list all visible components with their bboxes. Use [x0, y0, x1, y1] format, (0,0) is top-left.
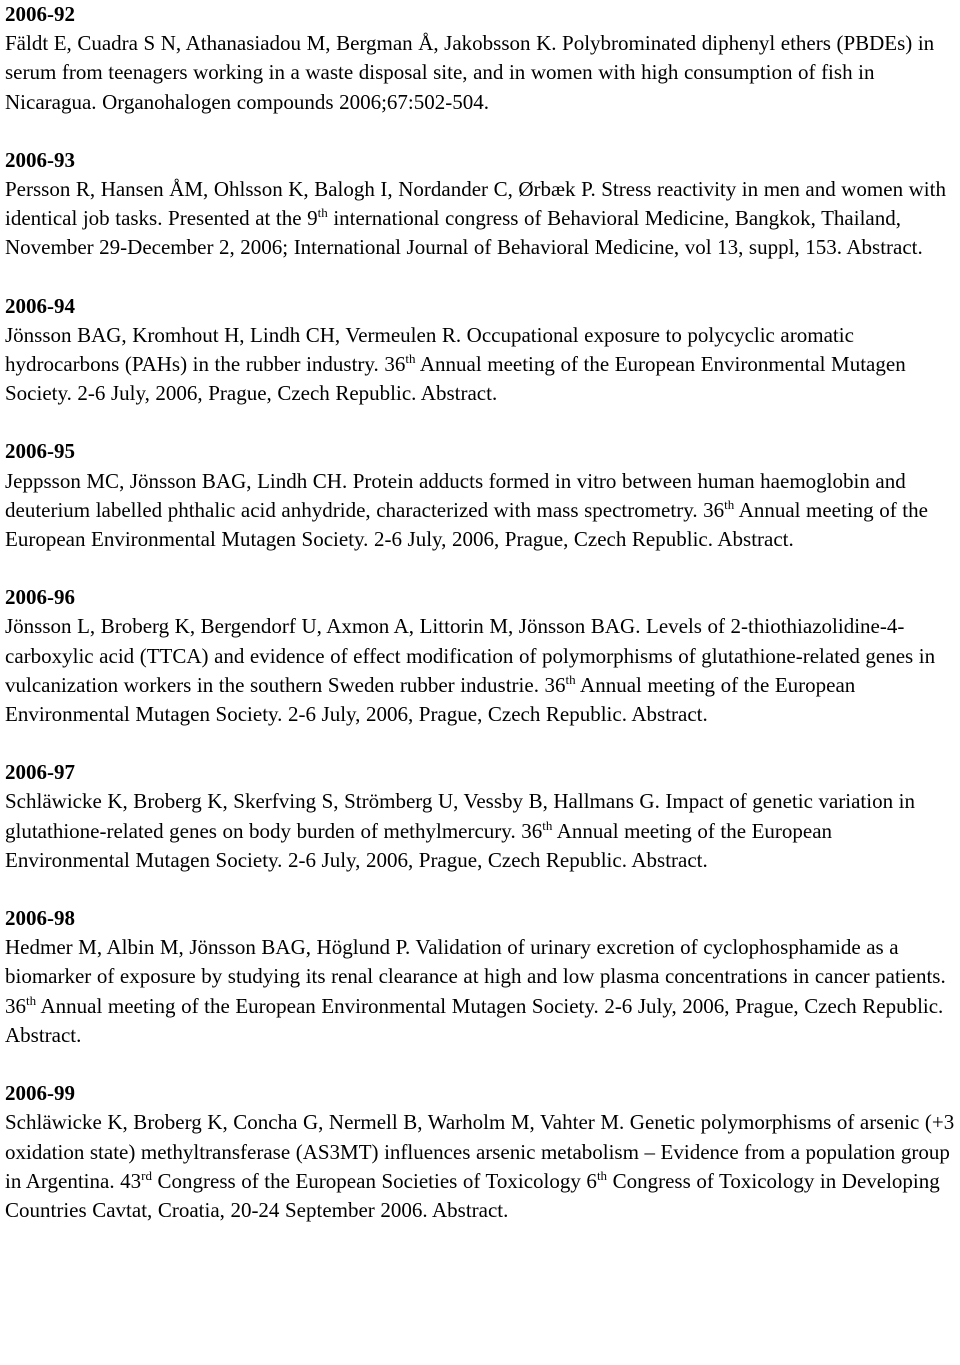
publication-entry — [5, 904, 960, 1050]
entry-citation — [5, 467, 960, 555]
entry-number: 2006-94 — [5, 293, 75, 318]
citation-text: Schläwicke K, Broberg K, Concha G, Nermell B, Warholm M, Vahter M. Genetic polymorphisms of arsenic (+3 oxidation state) methyltransferase (AS3MT) influences arsenic metabolism – Evidence from a population group in Argentina. 43 — [5, 1110, 955, 1193]
ordinal-superscript: th — [405, 351, 416, 367]
citation-text: Fäldt E, Cuadra S N, Athanasiadou M, Bergman Å, Jakobsson K. Polybrominated diphenyl ethers (PBDEs) in serum from teenagers working in a waste disposal site, and in women with high consumption of fish in Nicaragua. Organohalogen compounds 2006;67:502-504. — [5, 31, 935, 114]
citation-text: Annual meeting of the European Environmental Mutagen Society. 2-6 July, 2006, Prague, Czech Republic. Abstract. — [5, 352, 906, 406]
citation-text: Jönsson L, Broberg K, Bergendorf U, Axmon A, Littorin M, Jönsson BAG. Levels of 2-thiothiazolidine-4-carboxylic acid (TTCA) and evidence of effect modification of polymorphisms of glutathione-related genes in vulcanization workers in the southern Sweden rubber industrie. 36 — [5, 614, 936, 697]
citation-text: Annual meeting of the European Environmental Mutagen Society. 2-6 July, 2006, Prague, Czech Republic. Abstract. — [5, 818, 833, 872]
ordinal-superscript: th — [565, 671, 576, 687]
citation-text: Annual meeting of the European Environmental Mutagen Society. 2-6 July, 2006, Prague, Czech Republic. Abstract. — [5, 993, 944, 1047]
citation-text: international congress of Behavioral Medicine, Bangkok, Thailand, November 29-December 2, 2006; International Journal of Behavioral Medicine, vol 13, suppl, 153. Abstract. — [5, 206, 923, 260]
ordinal-superscript: th — [317, 205, 328, 221]
ordinal-superscript: th — [596, 1167, 608, 1183]
citation-text: Jönsson BAG, Kromhout H, Lindh CH, Vermeulen R. Occupational exposure to polycyclic aromatic hydrocarbons (PAHs) in the rubber industry. 36 — [5, 322, 854, 377]
citation-text: Schläwicke K, Broberg K, Skerfving S, Strömberg U, Vessby B, Hallmans G. Impact of genetic variation in glutathione-related genes on body burden of methylmercury. 36 — [5, 789, 915, 843]
citation-text: Persson R, Hansen ÅM, Ohlsson K, Balogh I, Nordander C, Ørbæk P. Stress reactivity in men and women with identical job tasks. Presented at the 9 — [5, 177, 946, 231]
entry-citation — [5, 321, 960, 409]
ordinal-superscript: rd — [141, 1167, 152, 1183]
ordinal-superscript: th — [542, 817, 553, 833]
entry-number: 2006-98 — [5, 906, 75, 931]
citation-text: Jeppsson MC, Jönsson BAG, Lindh CH. Protein adducts formed in vitro between human haemoglobin and deuterium labelled phthalic acid anhydride, characterized with mass spectrometry. 36 — [5, 468, 906, 522]
citation-text: Congress of Toxicology in Developing Countries Cavtat, Croatia, 20-24 September 2006. Abstract. — [5, 1168, 940, 1222]
entry-number: 2006-92 — [5, 2, 75, 26]
entry-number: 2006-99 — [5, 1081, 75, 1106]
publication-entry — [5, 292, 960, 409]
entry-citation — [5, 612, 960, 729]
entry-citation — [5, 933, 960, 1050]
entry-citation — [5, 787, 960, 875]
citation-text: Hedmer M, Albin M, Jönsson BAG, Höglund P. Validation of urinary excretion of cyclophosphamide as a biomarker of exposure by studying its renal clearance at high and low plasma concentrations in cancer patients. 36 — [5, 935, 946, 1018]
publication-entry — [5, 758, 960, 875]
publication-entry — [5, 146, 960, 263]
citation-text: Annual meeting of the European Environmental Mutagen Society. 2-6 July, 2006, Prague, Czech Republic. Abstract. — [5, 672, 856, 727]
publication-entry — [5, 583, 960, 729]
entry-number: 2006-95 — [5, 439, 75, 464]
ordinal-superscript: th — [26, 992, 37, 1008]
citation-text: Congress of the European Societies of Toxicology 6 — [151, 1168, 597, 1193]
entry-number: 2006-96 — [5, 585, 75, 610]
entry-citation — [5, 175, 960, 263]
citation-text: Annual meeting of the European Environmental Mutagen Society. 2-6 July, 2006, Prague, Czech Republic. Abstract. — [5, 497, 928, 552]
entry-citation — [5, 29, 960, 117]
publication-entry — [5, 1079, 960, 1225]
publication-entry — [5, 0, 960, 117]
entry-number: 2006-93 — [5, 147, 75, 172]
publication-entry — [5, 437, 960, 554]
ordinal-superscript: th — [724, 496, 735, 512]
entry-citation — [5, 1108, 960, 1225]
entry-number: 2006-97 — [5, 760, 75, 785]
